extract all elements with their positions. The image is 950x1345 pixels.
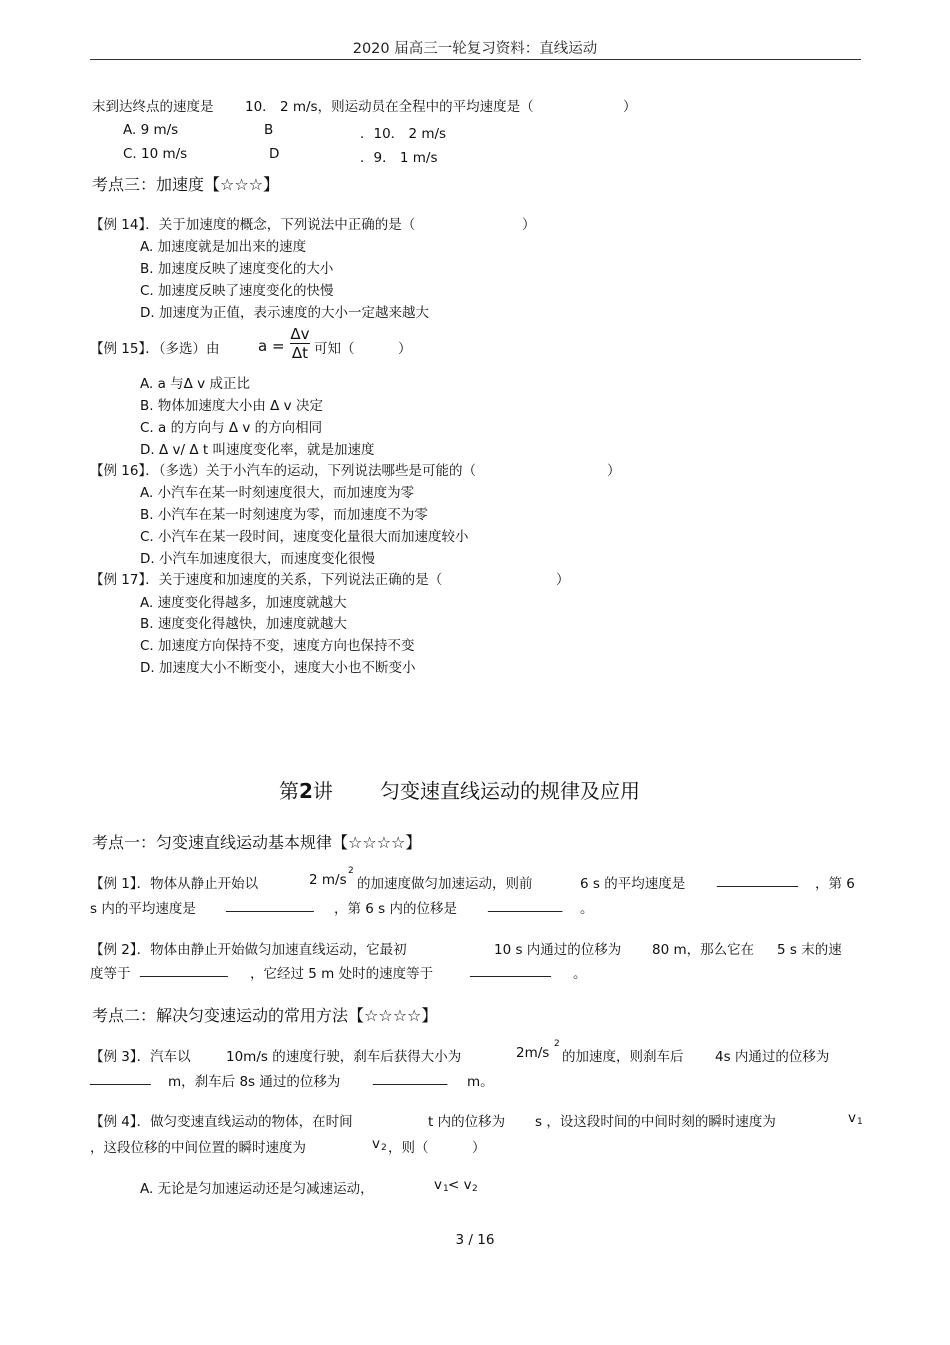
example-15-close: ） [398,341,412,357]
example-3-c: 2m/s [516,1045,550,1061]
example-1-e: ，第 6 [815,876,855,892]
example-17-option-b: B. 速度变化得越快，加速度就越大 [140,616,347,632]
example-1-blank-1: ____________ [717,872,798,888]
example-2-a: 【例 2】．物体由静止开始做匀加速直线运动，它最初 [90,942,407,958]
example-1-c: 的加速度做匀加速运动，则前 [357,876,533,892]
example-1-b: 2 m/s [309,872,347,888]
lecture-title-text: 匀变速直线运动的规律及应用 [380,779,640,803]
example-14-option-a: A. 加速度就是加出来的速度 [140,239,307,255]
example-17-option-d: D. 加速度大小不断变小，速度大小也不断变小 [140,660,416,676]
example-1-blank-3: ___________ [488,897,563,913]
example-17-stem: 【例 17】．关于速度和加速度的关系，下列说法正确的是（ [90,572,443,588]
example-3-a: 【例 3】．汽车以 [90,1049,191,1065]
example-4-option-a-sub2: 2 [472,1184,478,1194]
example-4-d-sub: 1 [857,1117,863,1127]
example-16-option-c: C. 小汽车在某一段时间，速度变化量很大而加速度较小 [140,529,469,545]
example-3-e: 4s 内通过的位移为 [715,1049,830,1065]
example-3-blank-2: ___________ [373,1070,448,1086]
example-4-option-a-sub1: 1 [443,1184,449,1194]
example-1-sup: 2 [348,866,354,876]
section-heading-basic-laws: 考点一：匀变速直线运动基本规律【☆☆☆☆】 [92,833,422,852]
formula-lhs: a = [258,337,285,355]
example-4-line2-a: ，这段位移的中间位置的瞬时速度为 [90,1140,306,1156]
example-4-option-a: A. 无论是匀加速运动还是匀减速运动， [140,1181,374,1197]
example-2-c: 80 m，那么它在 [652,942,755,958]
example-4-line2-b: v [372,1136,380,1152]
example-16-close: ） [607,463,621,479]
example-16-stem: 【例 16】．（多选）关于小汽车的运动，下列说法哪些是可能的（ [90,463,476,479]
example-1-a: 【例 1】．物体从静止开始以 [90,876,259,892]
lecture-number: 2 [299,779,313,803]
example-15-option-c: C. a 的方向与 Δ v 的方向相同 [140,420,323,436]
option-b-label: B [264,122,274,138]
example-15-option-a: A. a 与Δ v 成正比 [140,376,250,392]
continuation-text-a: 末到达终点的速度是 [92,99,214,115]
example-2-blank-1: _____________ [140,962,228,978]
example-3-d: 的加速度，则刹车后 [562,1049,684,1065]
page-header: 2020 届高三一轮复习资料：直线运动 [352,41,598,57]
example-4-option-a-lt: < v [448,1177,472,1193]
example-16-option-b: B. 小汽车在某一时刻速度为零，而加速度不为零 [140,507,428,523]
example-2-b: 10 s 内通过的位移为 [494,942,622,958]
option-a: A. 9 m/s [123,122,179,138]
example-1-line2-c: 。 [580,901,594,917]
example-16-option-d: D. 小汽车加速度很大，而速度变化很慢 [140,551,375,567]
example-17-close: ） [556,572,570,588]
example-17-option-c: C. 加速度方向保持不变，速度方向也保持不变 [140,638,415,654]
example-14-option-c: C. 加速度反映了速度变化的快慢 [140,283,334,299]
continuation-text-b: 10． 2 m/s，则运动员在全程中的平均速度是（ [245,99,534,115]
continuation-line [92,95,214,115]
example-14-close: ） [522,217,536,233]
formula-denominator: Δt [291,344,309,362]
example-2-d: 5 s 末的速 [777,942,842,958]
option-b-value: ．10． 2 m/s [360,126,447,142]
example-15-option-b: B. 物体加速度大小由 Δ v 决定 [140,398,323,414]
example-1-line2-a: s 内的平均速度是 [90,901,196,917]
continuation-close: ） [623,99,637,115]
example-4-a: 【例 4】．做匀变速直线运动的物体，在时间 [90,1114,353,1130]
example-1-d: 6 s 的平均速度是 [580,876,686,892]
example-3-line2-b: m。 [467,1074,494,1090]
example-3-sup: 2 [554,1039,560,1049]
example-17-option-a: A. 速度变化得越多，加速度就越大 [140,595,347,611]
example-2-blank-2: ____________ [470,962,551,978]
example-1-blank-2: _____________ [226,897,314,913]
example-4-line2-c: ，则（ [388,1140,429,1156]
example-4-d: v [848,1110,856,1126]
option-c: C. 10 m/s [123,146,188,162]
page-number: 3 / 16 [455,1232,495,1248]
lecture-title [279,775,333,804]
example-4-line2-b-sub: 2 [381,1143,387,1153]
example-4-close: ） [472,1140,486,1156]
example-4-option-a-v1: v [434,1177,442,1193]
example-3-blank-1: _________ [90,1070,151,1086]
example-14-stem: 【例 14】．关于加速度的概念，下列说法中正确的是（ [90,217,416,233]
lecture-prefix: 第 [279,779,299,803]
formula-numerator: Δv [290,325,310,343]
example-2-line2-c: 。 [573,966,587,982]
section-heading-methods: 考点二：解决匀变速运动的常用方法【☆☆☆☆】 [92,1006,438,1025]
lecture-suffix: 讲 [312,779,333,803]
example-15-stem-after: 可知（ [314,341,355,357]
example-4-c: s ，设这段时间的中间时刻的瞬时速度为 [535,1114,776,1130]
formula-fraction [289,325,311,362]
example-15-stem: 【例 15】．（多选）由 [90,341,220,357]
example-3-b: 10m/s 的速度行驶，刹车后获得大小为 [226,1049,462,1065]
example-3-line2-a: m，刹车后 8s 通过的位移为 [168,1074,341,1090]
example-2-line2-b: ，它经过 5 m 处时的速度等于 [250,966,434,982]
example-15-option-d: D. Δ v/ Δ t 叫速度变化率，就是加速度 [140,442,375,458]
header-rule [90,59,861,60]
section-heading-acceleration: 考点三：加速度【☆☆☆】 [92,175,280,194]
option-d-value: ．9． 1 m/s [360,150,438,166]
example-14-option-b: B. 加速度反映了速度变化的大小 [140,261,334,277]
example-16-option-a: A. 小汽车在某一时刻速度很大，而加速度为零 [140,485,415,501]
example-14-option-d: D. 加速度为正值，表示速度的大小一定越来越大 [140,305,429,321]
example-4-b: t 内的位移为 [428,1114,506,1130]
option-d-label: D [269,146,280,162]
example-2-line2-a: 度等于 [90,966,131,982]
example-1-line2-b: ，第 6 s 内的位移是 [334,901,457,917]
